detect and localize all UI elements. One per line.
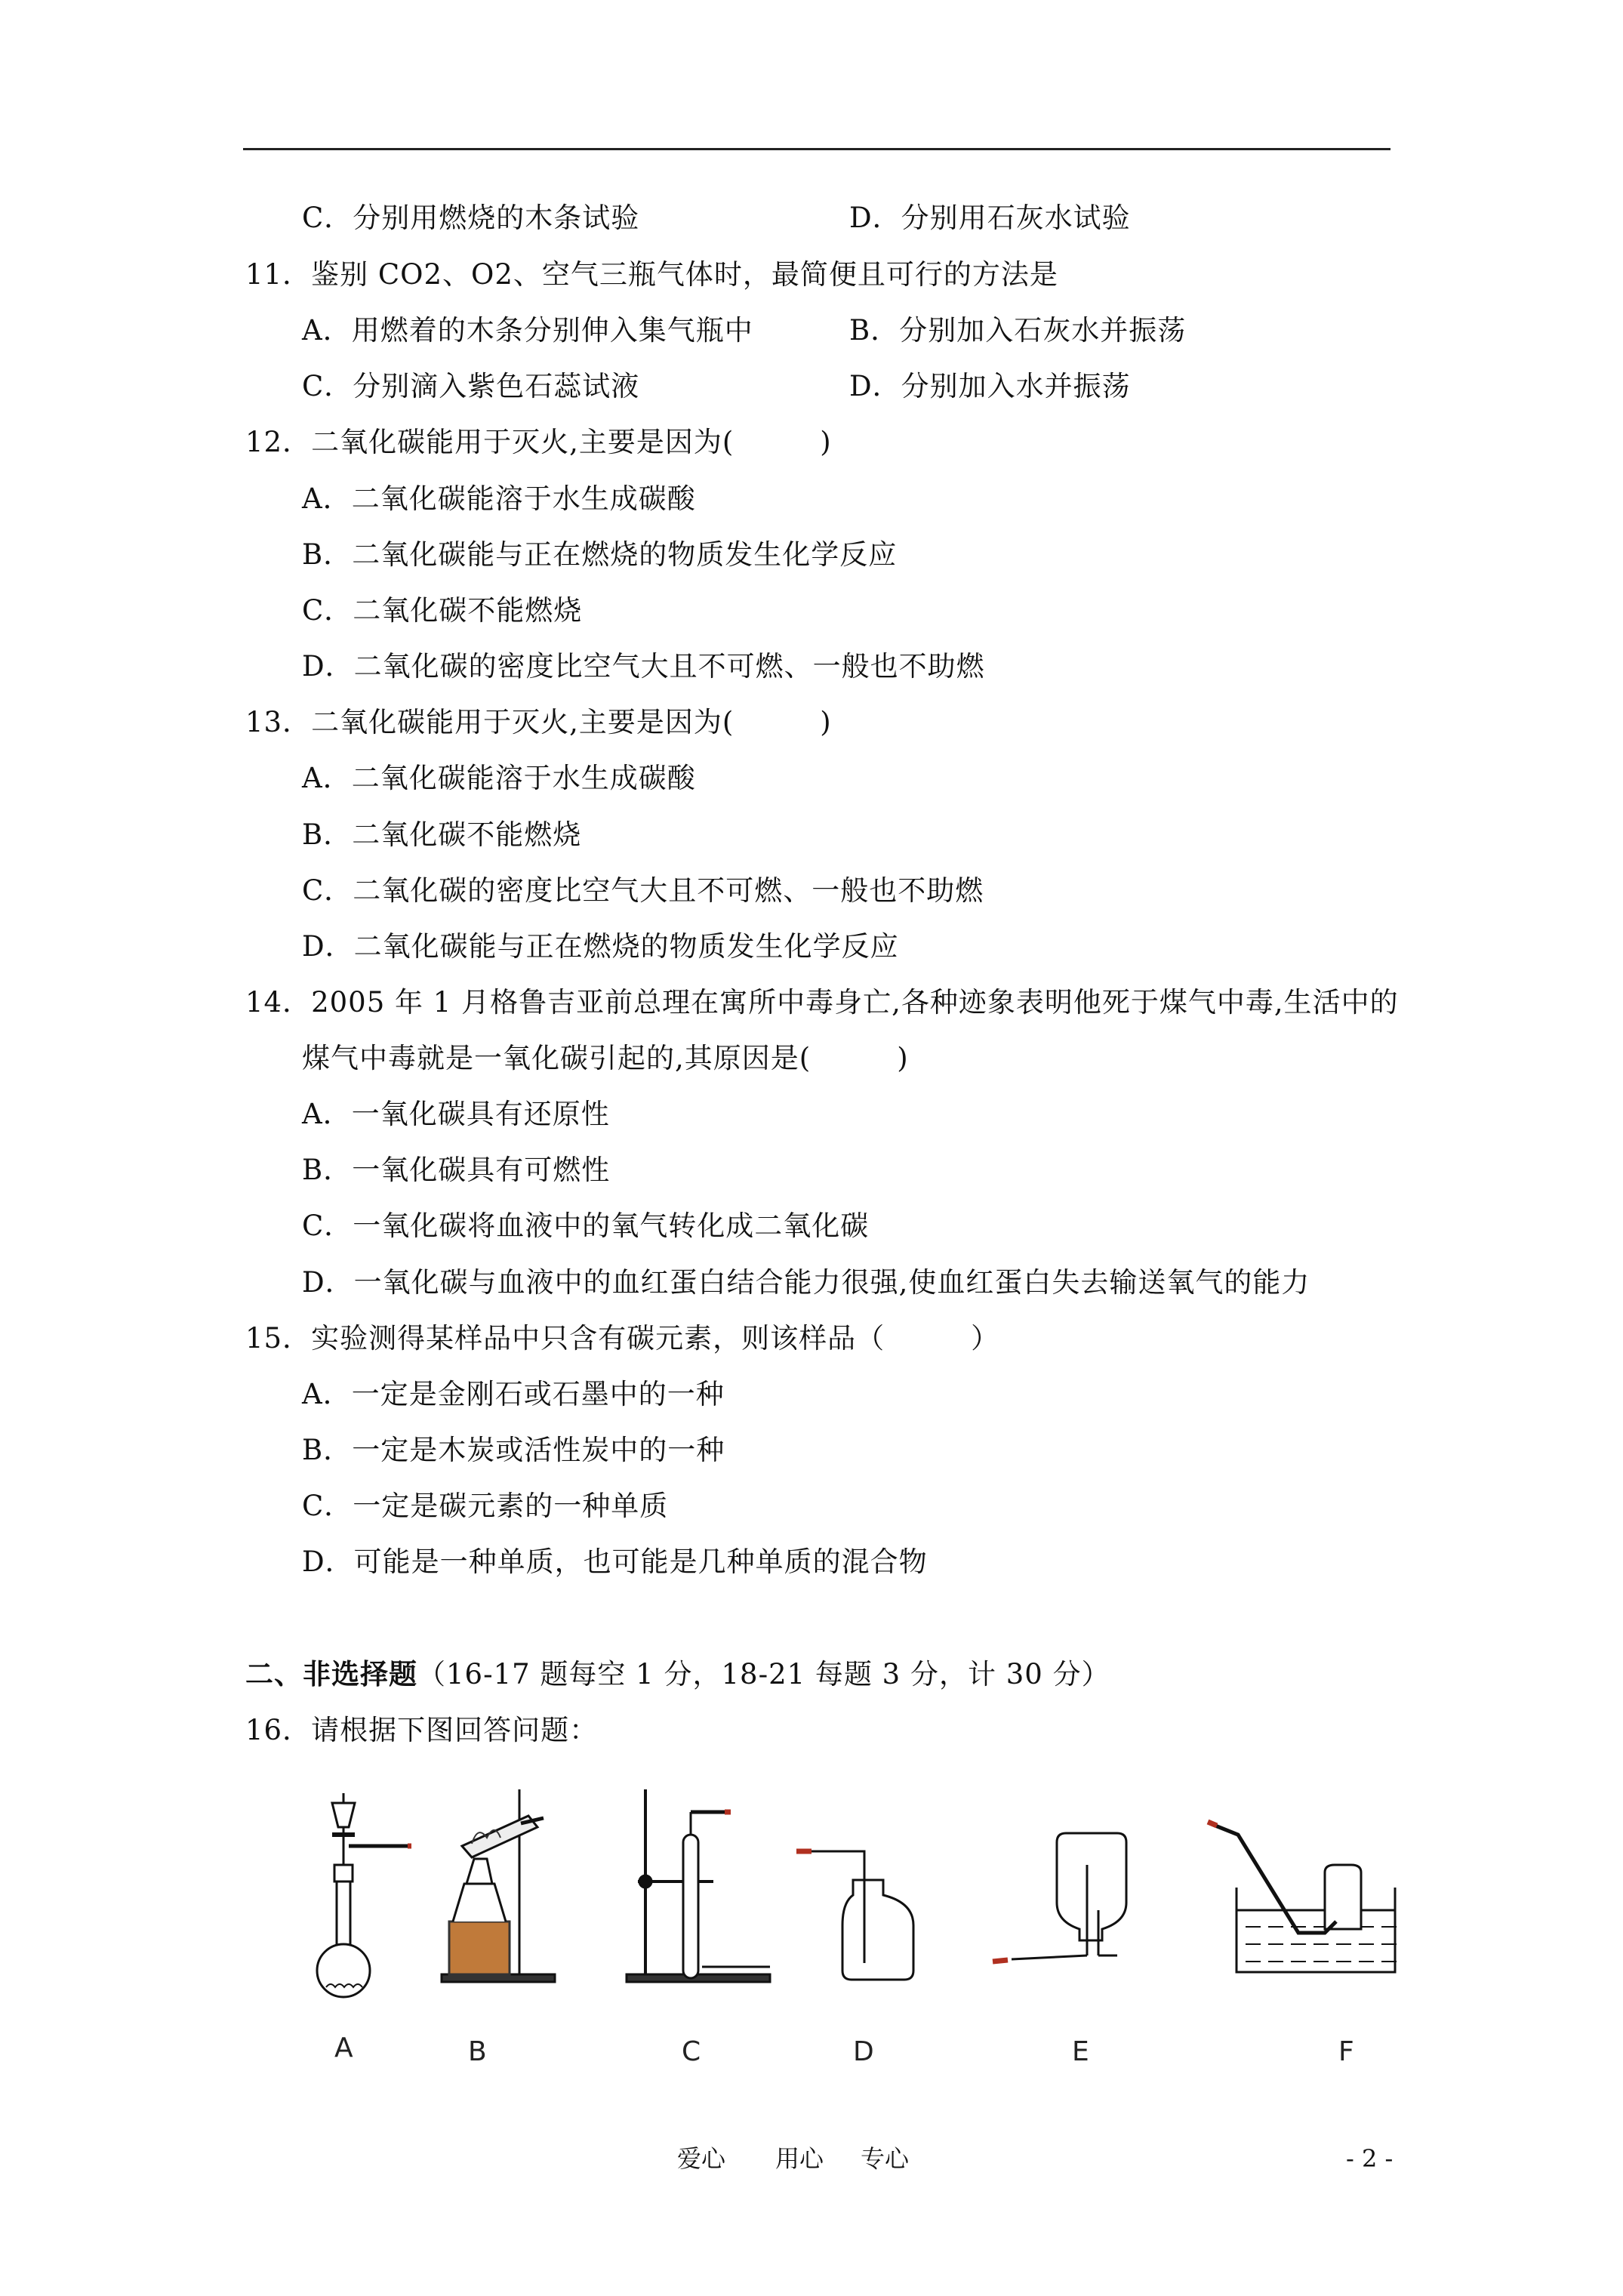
section-2-note: （16-17 题每空 1 分，18-21 每题 3 分，计 30 分） [417, 1658, 1110, 1690]
q13-option-a: A．二氧化碳能溶于水生成碳酸 [302, 762, 696, 794]
q12-option-d: D．二氧化碳的密度比空气大且不可燃、一般也不助燃 [302, 650, 985, 683]
apparatus-b-heating-tube [442, 1789, 555, 1982]
q15-option-b: B．一定是木炭或活性炭中的一种 [302, 1434, 725, 1466]
apparatus-c-stand-tube [627, 1789, 770, 1982]
q14-option-a: A．一氧化碳具有还原性 [302, 1098, 610, 1130]
q15-option-c: C．一定是碳元素的一种单质 [302, 1490, 669, 1522]
q15-stem: 15．实验测得某样品中只含有碳元素，则该样品（ ） [245, 1322, 1000, 1354]
q14-option-d: D．一氧化碳与血液中的血红蛋白结合能力很强,使血红蛋白失去输送氧气的能力 [302, 1266, 1310, 1299]
q11-option-d: D．分别加入水并振荡 [849, 370, 1131, 402]
apparatus-label-a: A [334, 2032, 353, 2063]
q11-option-a: A．用燃着的木条分别伸入集气瓶中 [302, 314, 753, 347]
apparatus-label-c: C [682, 2036, 701, 2067]
q16-stem: 16．请根据下图回答问题： [245, 1714, 599, 1746]
footer-motto-1: 爱心 [677, 2144, 726, 2173]
q10-option-c: C．分别用燃烧的木条试验 [302, 202, 640, 234]
apparatus-label-f: F [1338, 2036, 1354, 2067]
q10-option-d: D．分别用石灰水试验 [849, 202, 1131, 234]
apparatus-label-d: D [853, 2036, 874, 2067]
page-number: - 2 - [1346, 2144, 1394, 2173]
q14-option-c: C．一氧化碳将血液中的氧气转化成二氧化碳 [302, 1210, 870, 1242]
apparatus-label-e: E [1072, 2036, 1089, 2067]
q13-option-d: D．二氧化碳能与正在燃烧的物质发生化学反应 [302, 930, 899, 963]
q13-option-b: B．二氧化碳不能燃烧 [302, 818, 582, 851]
q13-stem: 13．二氧化碳能用于灭火,主要是因为( ) [245, 706, 832, 738]
q15-option-d: D．可能是一种单质，也可能是几种单质的混合物 [302, 1546, 928, 1578]
q12-option-b: B．二氧化碳能与正在燃烧的物质发生化学反应 [302, 538, 898, 571]
apparatus-d-gas-bottle [796, 1851, 913, 1980]
q11-option-c: C．分别滴入紫色石蕊试液 [302, 370, 640, 402]
apparatus-label-b: B [468, 2036, 487, 2067]
q14-stem-line2: 煤气中毒就是一氧化碳引起的,其原因是( ) [302, 1042, 909, 1074]
q14-stem-line1: 14．2005 年 1 月格鲁吉亚前总理在寓所中毒身亡,各种迹象表明他死于煤气中毒,生活中的 [245, 986, 1399, 1019]
footer-motto-2: 用心 [775, 2144, 824, 2173]
q15-option-a: A．一定是金刚石或石墨中的一种 [302, 1378, 725, 1410]
apparatus-f-water-trough [1208, 1822, 1397, 1972]
q11-option-b: B．分别加入石灰水并振荡 [849, 314, 1187, 347]
q12-option-a: A．二氧化碳能溶于水生成碳酸 [302, 482, 696, 515]
q14-option-b: B．一氧化碳具有可燃性 [302, 1154, 611, 1186]
apparatus-a-flask-with-funnel [317, 1793, 411, 1997]
q13-option-c: C．二氧化碳的密度比空气大且不可燃、一般也不助燃 [302, 874, 984, 907]
q11-stem: 11．鉴别 CO2、O2、空气三瓶气体时，最简便且可行的方法是 [245, 258, 1058, 291]
q12-option-c: C．二氧化碳不能燃烧 [302, 594, 583, 627]
apparatus-e-inverted-bottle [993, 1833, 1126, 1962]
section-2-title: 二、非选择题 [245, 1657, 417, 1690]
q12-stem: 12．二氧化碳能用于灭火,主要是因为( ) [245, 426, 832, 458]
footer-motto-3: 专心 [861, 2144, 910, 2173]
